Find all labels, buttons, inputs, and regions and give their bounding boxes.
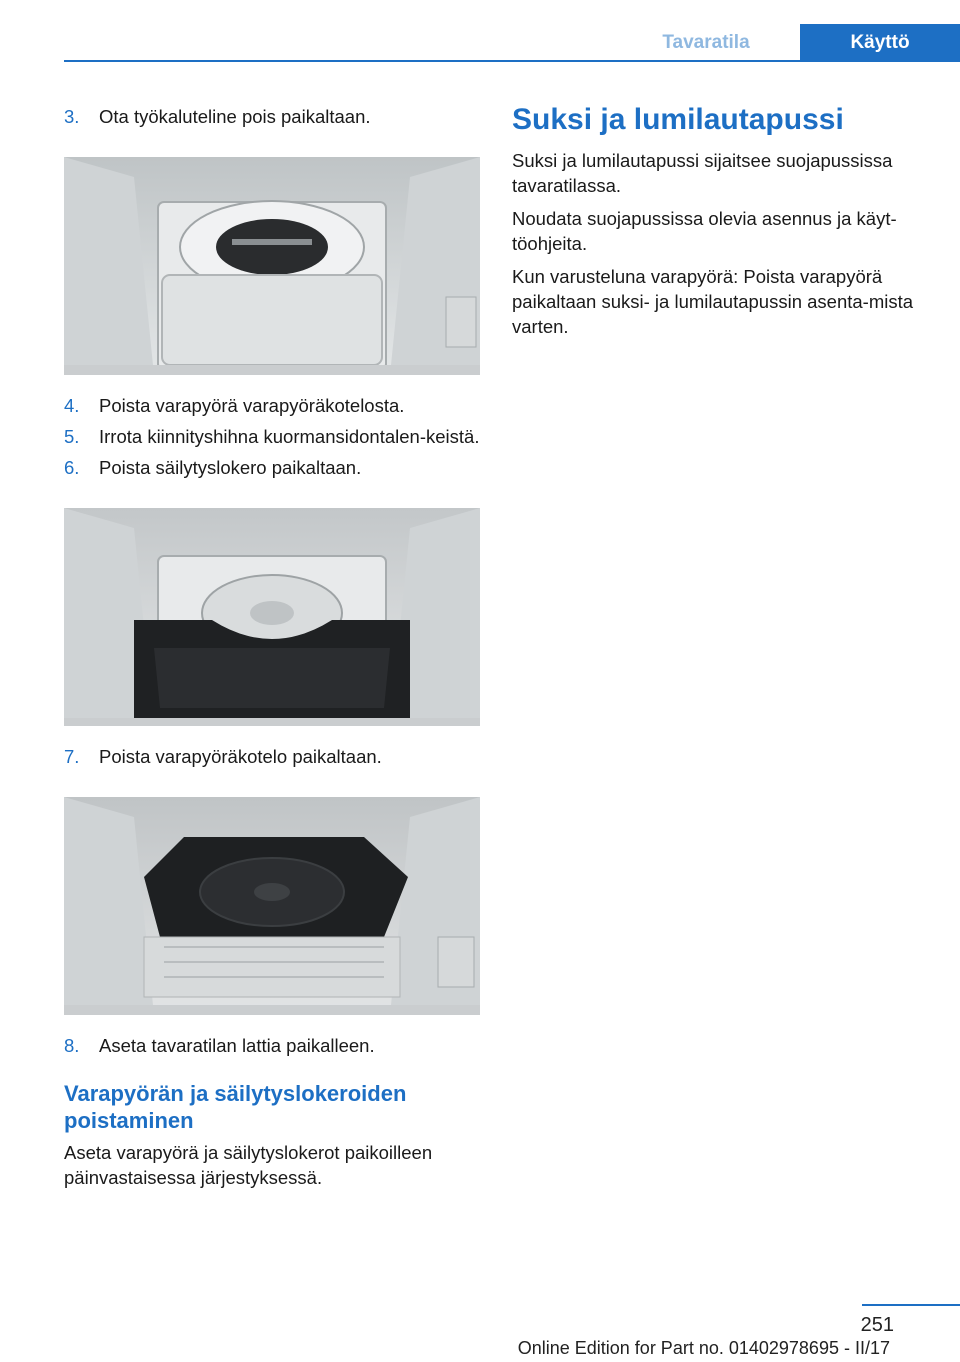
page-number: 251 [860,1314,894,1336]
step-number: 3. [64,106,80,127]
paragraph-instructions: Noudata suojapussissa olevia asennus ja käyt‐töohjeita. [512,208,897,254]
step-text: Poista säilytyslokero paikaltaan. [99,457,362,478]
right-column [512,100,932,347]
subsection-text: Aseta varapyörä ja säilytyslokerot paikoilleen päinvastaisessa järjestyksessä. [64,1142,433,1188]
chapter-tab: Käyttö [800,24,960,62]
left-column [64,104,482,1198]
trunk-storage-tray-photo [64,508,480,726]
step-text: Poista varapyöräkotelo paikaltaan. [99,746,382,767]
step-8 [64,1033,482,1058]
step-text: Ota työkaluteline pois paikaltaan. [99,106,371,127]
header-rule [64,60,960,62]
edition-note: Online Edition for Part no. 01402978695 - II/17 [517,1338,890,1358]
section-tab: Tavaratila [662,32,750,53]
step-text: Irrota kiinnityshihna kuormansidontalen‐keistä. [99,426,480,447]
step-number: 4. [64,395,80,416]
step-number: 5. [64,426,80,447]
section-heading: Suksi ja lumilautapussi [512,103,844,136]
trunk-toolkit-photo [64,157,480,375]
step-7 [64,744,482,769]
step-text: Poista varapyörä varapyöräkotelosta. [99,395,405,416]
trunk-wheel-housing-photo [64,797,480,1015]
subsection-heading: Varapyörän ja säilytyslokeroiden poistaminen [64,1081,407,1133]
step-6 [64,455,482,480]
step-number: 6. [64,457,80,478]
page-header [64,24,960,62]
step-number: 7. [64,746,80,767]
footer-rule [862,1304,960,1306]
step-text: Aseta tavaratilan lattia paikalleen. [99,1035,375,1056]
step-3 [64,104,482,129]
paragraph-spare-wheel: Kun varusteluna varapyörä: Poista varapyörä paikaltaan suksi- ja lumilautapussin asenta‐mista varten. [512,266,914,337]
paragraph-location: Suksi ja lumilautapussi sijaitsee suojapussissa tavaratilassa. [512,150,893,196]
step-4 [64,393,482,418]
step-5 [64,424,482,449]
step-number: 8. [64,1035,80,1056]
